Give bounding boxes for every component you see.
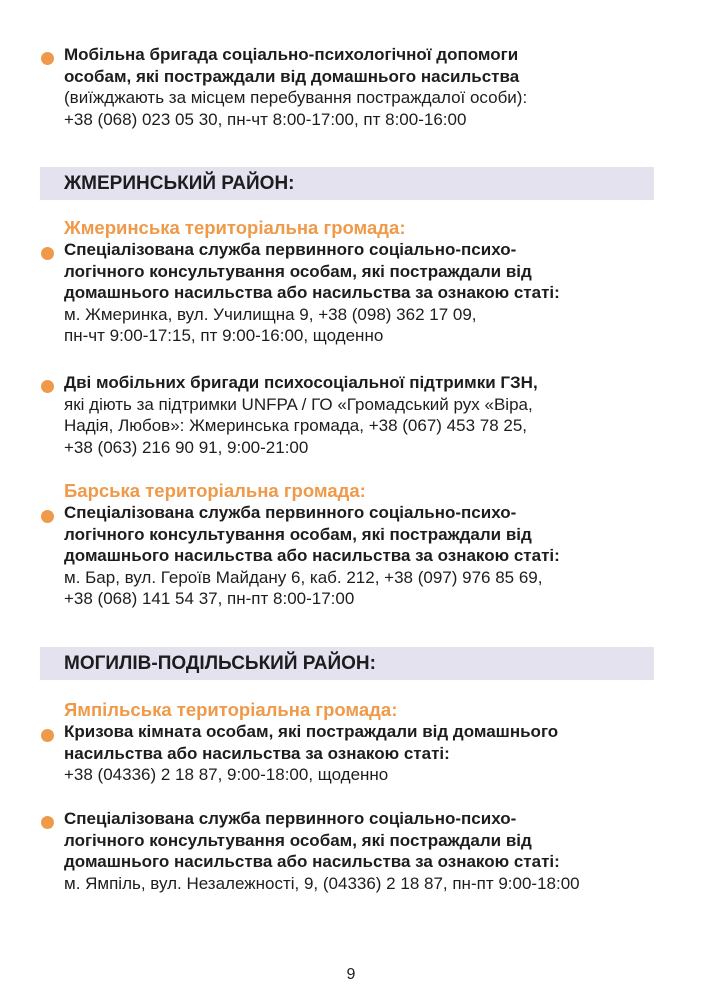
entry-title: Спеціалізована служба первинного соціально-психо- <box>64 809 517 828</box>
entry-detail: м. Бар, вул. Героїв Майдану 6, каб. 212, +38 (097) 976 85 69, <box>64 567 543 587</box>
entry-detail: які діють за підтримки UNFPA / ГО «Громадський рух «Віра, <box>64 394 533 414</box>
entry-title: Дві мобільних бригади психосоціальної підтримки ГЗН, <box>64 373 538 392</box>
bullet-dot-icon <box>41 729 54 742</box>
entry-title: домашнього насильства або насильства за ознакою статі: <box>64 283 560 302</box>
entry-title: домашнього насильства або насильства за ознакою статі: <box>64 852 560 871</box>
entry-detail: м. Ямпіль, вул. Незалежності, 9, (04336) 2 18 87, пн-пт 9:00-18:00 <box>64 873 580 893</box>
list-item <box>40 808 672 894</box>
community-section-bar <box>40 480 672 610</box>
entry-detail: +38 (068) 141 54 37, пн-пт 8:00-17:00 <box>64 589 355 608</box>
entry-title: Мобільна бригада соціально-психологічної допомоги <box>64 45 519 64</box>
entry-title: логічного консультування особам, які постраждали від <box>64 524 532 544</box>
bullet-dot-icon <box>41 380 54 393</box>
entry-title: особам, які постраждали від домашнього насильства <box>64 66 520 86</box>
entry-yampil-service <box>40 808 672 894</box>
page-number: 9 <box>346 966 356 983</box>
entry-detail: м. Жмеринка, вул. Училищна 9, +38 (098) 362 17 09, <box>64 304 477 324</box>
community-title: Барська територіальна громада: <box>64 480 366 501</box>
list-item <box>40 721 672 786</box>
community-title: Жмеринська територіальна громада: <box>64 217 406 238</box>
list-item <box>40 239 672 347</box>
bullet-dot-icon <box>41 52 54 65</box>
entry-title: насильства або насильства за ознакою статі: <box>64 743 450 763</box>
entry-title: Кризова кімната особам, які постраждали від домашнього <box>64 722 559 741</box>
community-section-yampil <box>40 699 672 786</box>
entry-detail: +38 (063) 216 90 91, 9:00-21:00 <box>64 437 309 457</box>
list-item <box>40 44 672 130</box>
intro-entry <box>40 44 672 130</box>
entry-title: Спеціалізована служба первинного соціально-психо- <box>64 503 517 522</box>
entry-detail: пн-чт 9:00-17:15, пт 9:00-16:00, щоденно <box>64 326 384 345</box>
entry-title: логічного консультування особам, які постраждали від <box>64 830 532 850</box>
entry-title: логічного консультування особам, які постраждали від <box>64 261 532 281</box>
bullet-dot-icon <box>41 247 54 260</box>
entry-detail: +38 (068) 023 05 30, пн-чт 8:00-17:00, пт 8:00-16:00 <box>64 109 467 129</box>
community-title: Ямпільська територіальна громада: <box>64 699 398 720</box>
community-section-zhmerynka <box>40 217 672 347</box>
bullet-dot-icon <box>41 816 54 829</box>
list-item <box>40 502 672 610</box>
entry-detail: +38 (04336) 2 18 87, 9:00-18:00, щоденно <box>64 765 389 784</box>
district-header-zhmerynka <box>40 167 654 200</box>
district-header-mohyliv <box>40 647 654 680</box>
bullet-dot-icon <box>41 510 54 523</box>
district-title: МОГИЛІВ-ПОДІЛЬСЬКИЙ РАЙОН: <box>64 653 376 674</box>
list-item <box>40 372 672 458</box>
entry-title: домашнього насильства або насильства за ознакою статі: <box>64 546 560 565</box>
entry-detail: Надія, Любов»: Жмеринська громада, +38 (067) 453 78 25, <box>64 416 528 435</box>
district-title: ЖМЕРИНСЬКИЙ РАЙОН: <box>64 173 295 194</box>
entry-title: Спеціалізована служба первинного соціально-психо- <box>64 240 517 259</box>
entry-mobile-brigades <box>40 372 672 458</box>
entry-detail: (виїжджають за місцем перебування постраждалої особи): <box>64 88 528 107</box>
